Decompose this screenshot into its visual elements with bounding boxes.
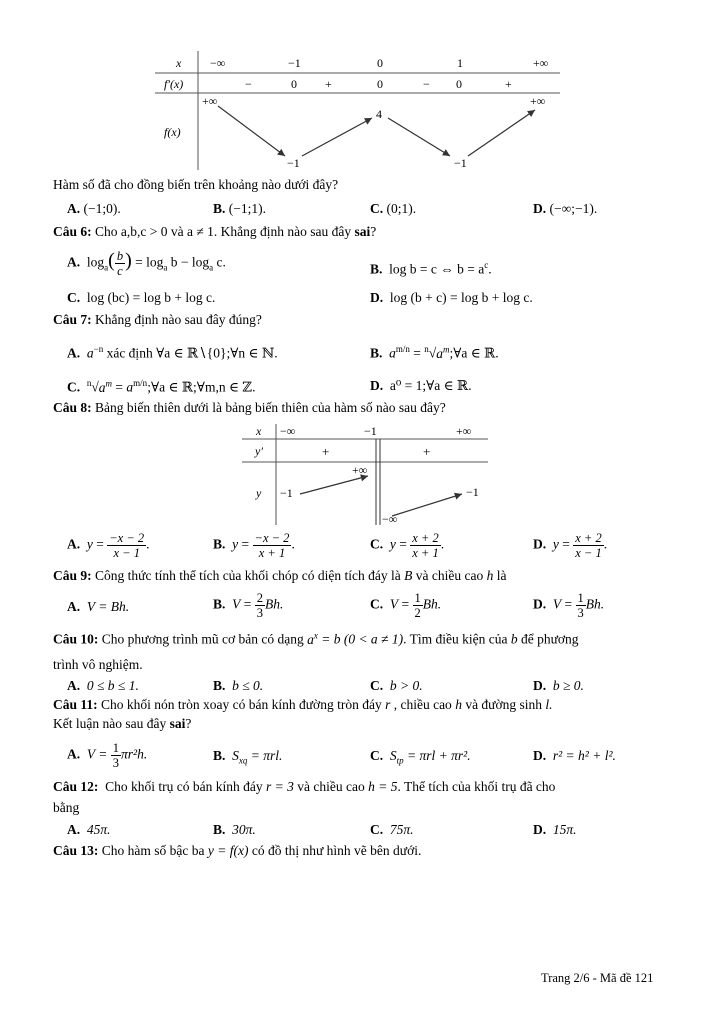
table1-x-val: 0 bbox=[377, 56, 383, 70]
q12-option-a: A. 45π. bbox=[67, 822, 111, 837]
q10-option-a: A. 0 ≤ b ≤ 1. bbox=[67, 678, 139, 693]
table2-arrow-up bbox=[300, 476, 368, 494]
table1-arrow-up bbox=[468, 110, 535, 156]
q8-option-a: A. y = $\frac{-x - 2}{x - 1}$ . bbox=[67, 531, 150, 560]
q6-stem: Câu 6: Cho a,b,c > 0 và a ≠ 1. Khẳng định nào sau đây sai? bbox=[53, 224, 377, 239]
table1-f-label: f(x) bbox=[164, 125, 181, 139]
table1-fprime-sign: − bbox=[423, 77, 430, 91]
table2-x-val: −1 bbox=[364, 424, 377, 438]
q7-stem: Câu 7: Khẳng định nào sau đây đúng? bbox=[53, 312, 262, 327]
table1-f-val: 4 bbox=[376, 107, 382, 121]
table1-arrow-down bbox=[388, 118, 450, 156]
q7-option-c: C. $^n√a^m$ = $a^{m/n};\forall a$ ∈ ℝ;∀m,n ∈ ℤ. bbox=[67, 378, 256, 395]
table2-yprime-sign: + bbox=[423, 444, 431, 459]
q12-stem: Câu 12: Cho khối trụ có bán kính đáy r = 3 và chiều cao h = 5. Thể tích của khối trụ đã cho bbox=[53, 779, 556, 794]
table2-y-val: −∞ bbox=[382, 512, 398, 526]
q8-stem: Câu 8: Bảng biến thiên dưới là bảng biến thiên của hàm số nào sau đây? bbox=[53, 400, 446, 415]
table2-x-val: −∞ bbox=[280, 424, 296, 438]
q7-option-d: D. a⁰ = 1;∀a ∈ ℝ. bbox=[370, 378, 472, 393]
q9-option-b: B. V = $\frac{2}{3}$ Bh. bbox=[213, 591, 284, 620]
table2-yprime-sign: + bbox=[322, 444, 330, 459]
table1-x-val: −∞ bbox=[210, 56, 226, 70]
q11-option-d: D. r² = h² + l². bbox=[533, 748, 616, 763]
q9-stem: Câu 9: Công thức tính thể tích của khối chóp có diện tích đáy là B và chiều cao h là bbox=[53, 568, 507, 583]
table1-fprime-sign: 0 bbox=[291, 77, 297, 91]
q7-option-b: B. $a^{m/n}$ = $^n√a^m;\forall a$ ∈ ℝ. bbox=[370, 344, 499, 361]
q10-stem-line2: trình vô nghiệm. bbox=[53, 657, 143, 672]
q12-option-d: D. 15π. bbox=[533, 822, 577, 837]
table2-y-val: −1 bbox=[280, 486, 293, 500]
q8-option-d: D. y = $\frac{x + 2}{x - 1}$ . bbox=[533, 531, 608, 560]
page-footer: Trang 2/6 - Mã đề 121 bbox=[541, 971, 654, 985]
table2-yprime-label: y′ bbox=[255, 444, 263, 458]
table1-x-val: −1 bbox=[288, 56, 301, 70]
table2-arrow-up bbox=[392, 494, 462, 516]
q11-option-b: B. $S_{xq} = \pi rl$. bbox=[213, 748, 283, 766]
table2-y-label: y bbox=[256, 486, 262, 500]
table1-fprime-sign: 0 bbox=[377, 77, 383, 91]
q5-option-b: B. (−1;1). bbox=[213, 201, 266, 216]
table2-x-label: x bbox=[256, 424, 262, 438]
table1-fprime-label: f′(x) bbox=[164, 77, 184, 91]
q11-option-c: C. $S_{tp} = \pi rl + \pi r^2$. bbox=[370, 748, 471, 766]
table1-f-val: −1 bbox=[287, 156, 300, 170]
q6-option-d: D. log (b + c) = log b + log c. bbox=[370, 290, 533, 305]
q11-option-a: A. V = $\frac{1}{3}$ πr²h. bbox=[67, 741, 148, 770]
q10-option-b: B. b ≤ 0. bbox=[213, 678, 264, 693]
q12-option-c: C. 75π. bbox=[370, 822, 414, 837]
q5-stem: Hàm số đã cho đồng biến trên khoảng nào dưới đây? bbox=[53, 177, 339, 192]
table2-y-val: −1 bbox=[466, 485, 479, 499]
table1-f-val: +∞ bbox=[202, 94, 218, 108]
q9-option-c: C. V = $\frac{1}{2}$ Bh. bbox=[370, 591, 442, 620]
q6-option-b: B. log b = c ⇔ $b = a^c$. bbox=[370, 260, 492, 277]
q10-option-d: D. b ≥ 0. bbox=[533, 678, 584, 693]
q11-stem: Câu 11: Cho khối nón tròn xoay có bán kính đường tròn đáy r , chiều cao h và đường sinh l. bbox=[53, 697, 553, 712]
table1-fprime-sign: − bbox=[245, 77, 252, 91]
table1-arrow-up bbox=[302, 118, 372, 156]
q10-option-c: C. b > 0. bbox=[370, 678, 423, 693]
q5-option-a: A. (−1;0). bbox=[67, 201, 121, 216]
variation-table-2 bbox=[240, 422, 490, 527]
table2-x-val: +∞ bbox=[456, 424, 472, 438]
q10-stem: Câu 10: Cho phương trình mũ cơ bản có dạng $a^x = b$ (0 < a ≠ 1). Tìm điều kiện của b để phương bbox=[53, 630, 579, 647]
q9-option-a: A. V = Bh. bbox=[67, 599, 130, 614]
q7-option-a: A. $a^{-n}$ xác định ∀a ∈ ℝ∖{0};∀n ∈ ℕ. bbox=[67, 344, 278, 361]
table1-fprime-sign: 0 bbox=[456, 77, 462, 91]
table1-x-label: x bbox=[176, 56, 182, 70]
table1-f-val: −1 bbox=[454, 156, 467, 170]
table2-y-val: +∞ bbox=[352, 463, 368, 477]
q13-stem: Câu 13: Cho hàm số bậc ba y = f(x) có đồ thị như hình vẽ bên dưới. bbox=[53, 843, 422, 858]
q12-option-b: B. 30π. bbox=[213, 822, 256, 837]
table1-x-val: 1 bbox=[457, 56, 463, 70]
table1-fprime-sign: + bbox=[505, 77, 512, 91]
q12-stem-line2: bằng bbox=[53, 800, 80, 815]
q5-option-d: D. (−∞;−1). bbox=[533, 201, 598, 216]
q8-option-c: C. y = $\frac{x + 2}{x + 1}$ . bbox=[370, 531, 445, 560]
table1-x-val: +∞ bbox=[533, 56, 549, 70]
q6-option-a: A. $\log_a$( $\frac{b}{c}$ ) = $\log_a b - \log_a c$. bbox=[67, 249, 226, 278]
q8-option-b: B. y = $\frac{-x - 2}{x + 1}$ . bbox=[213, 531, 295, 560]
q11-stem-line2: Kết luận nào sau đây sai? bbox=[53, 716, 192, 731]
table1-f-val: +∞ bbox=[530, 94, 546, 108]
variation-table-1 bbox=[150, 48, 565, 173]
q6-option-c: C. log (bc) = log b + log c. bbox=[67, 290, 216, 305]
table1-fprime-sign: + bbox=[325, 77, 332, 91]
q5-option-c: C. (0;1). bbox=[370, 201, 417, 216]
q9-option-d: D. V = $\frac{1}{3}$ Bh. bbox=[533, 591, 605, 620]
table1-arrow-down bbox=[218, 106, 285, 156]
